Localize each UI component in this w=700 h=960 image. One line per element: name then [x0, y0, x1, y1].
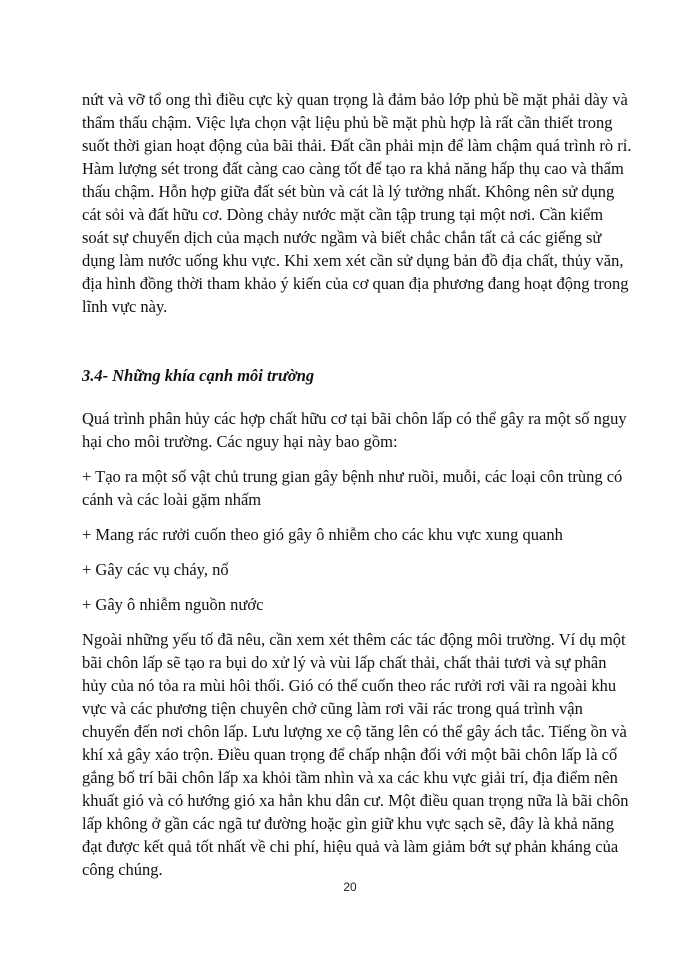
text-line: Quá trình phân hủy các hợp chất hữu cơ tại bãi chôn lấp có thể gây ra một số nguy: [82, 409, 627, 428]
paragraph-landfill-cover: [82, 88, 632, 318]
bullet-item: [82, 558, 622, 581]
text-line: nứt và vỡ tổ ong thì điều cực kỳ quan trọng là đảm bảo lớp phủ bề mặt phải dày và: [82, 90, 628, 109]
text-line: khí xả gây xáo trộn. Điều quan trọng để chấp nhận đối với một bãi chôn lấp là cố: [82, 745, 618, 764]
text-line: lĩnh vực này.: [82, 297, 168, 316]
text-line: soát sự chuyển dịch của mạch nước ngầm và biết chắc chắn tất cả các giếng sử: [82, 228, 602, 247]
bullet-item: [82, 593, 622, 616]
text-line: vực và các phương tiện chuyên chở cũng làm rơi vãi rác trong quá trình vận: [82, 699, 583, 718]
text-line: thẩm thấu chậm. Việc lựa chọn vật liệu phủ bề mặt phù hợp là rất cần thiết trong: [82, 113, 613, 132]
paragraph-intro-hazards: [82, 407, 627, 453]
text-line: suốt thời gian hoạt động của bãi thải. Đất cần phải mịn để làm chậm quá trình rò rỉ.: [82, 136, 632, 155]
bullet-item: [82, 465, 622, 511]
text-line: địa hình đồng thời tham khảo ý kiến của cơ quan địa phương đang hoạt động trong: [82, 274, 629, 293]
text-line: bãi chôn lấp sẽ tạo ra bụi do xử lý và vùi lấp chất thải, chất thải tươi và sự phân: [82, 653, 607, 672]
text-line: chuyển đến nơi chôn lấp. Lưu lượng xe cộ tăng lên có thể gây ách tắc. Tiếng ồn và: [82, 722, 627, 741]
text-line: cát sỏi và đất hữu cơ. Dòng chảy nước mặt cần tập trung tại một nơi. Cần kiểm: [82, 205, 604, 224]
text-line: công chúng.: [82, 860, 163, 879]
text-line: đạt được kết quả tốt nhất về chi phí, hiệu quả và làm giảm bớt sự phản kháng của: [82, 837, 619, 856]
text-line: + Tạo ra một số vật chủ trung gian gây bệnh như ruồi, muỗi, các loại côn trùng có: [82, 467, 623, 486]
document-page: [82, 88, 632, 881]
text-line: + Mang rác rưởi cuốn theo gió gây ô nhiễm cho các khu vực xung quanh: [82, 525, 563, 544]
section-heading: 3.4- Những khía cạnh môi trường: [82, 366, 315, 385]
bullet-item: [82, 523, 622, 546]
text-line: lấp không ở gần các ngã tư đường hoặc gìn giữ khu vực sạch sẽ, đây là khả năng: [82, 814, 615, 833]
page-number: 20: [343, 880, 357, 894]
text-line: Ngoài những yếu tố đã nêu, cần xem xét thêm các tác động môi trường. Ví dụ một: [82, 630, 626, 649]
text-line: khuất gió và có hướng gió xa hẳn khu dân cư. Một điều quan trọng nữa là bãi chôn: [82, 791, 629, 810]
text-line: Hàm lượng sét trong đất càng cao càng tốt để tạo ra khả năng hấp thụ cao và thẩm: [82, 159, 624, 178]
text-line: + Gây các vụ cháy, nổ: [82, 560, 229, 579]
text-line: cánh và các loài gặm nhấm: [82, 490, 262, 509]
paragraph-environmental-impacts: [82, 628, 629, 881]
text-line: gắng bố trí bãi chôn lấp xa khỏi tầm nhìn và xa các khu vực giải trí, địa điểm nên: [82, 768, 618, 787]
text-line: hại cho môi trường. Các nguy hại này bao gồm:: [82, 432, 398, 451]
text-line: hủy của nó tỏa ra mùi hôi thối. Gió có thể cuốn theo rác rưởi rơi vãi ra ngoài khu: [82, 676, 617, 695]
text-line: dụng làm nước uống khu vực. Khi xem xét cần sử dụng bản đồ địa chất, thủy văn,: [82, 251, 624, 270]
text-line: thấu chậm. Hỗn hợp giữa đất sét bùn và cát là lý tưởng nhất. Không nên sử dụng: [82, 182, 615, 201]
text-line: + Gây ô nhiễm nguồn nước: [82, 595, 264, 614]
